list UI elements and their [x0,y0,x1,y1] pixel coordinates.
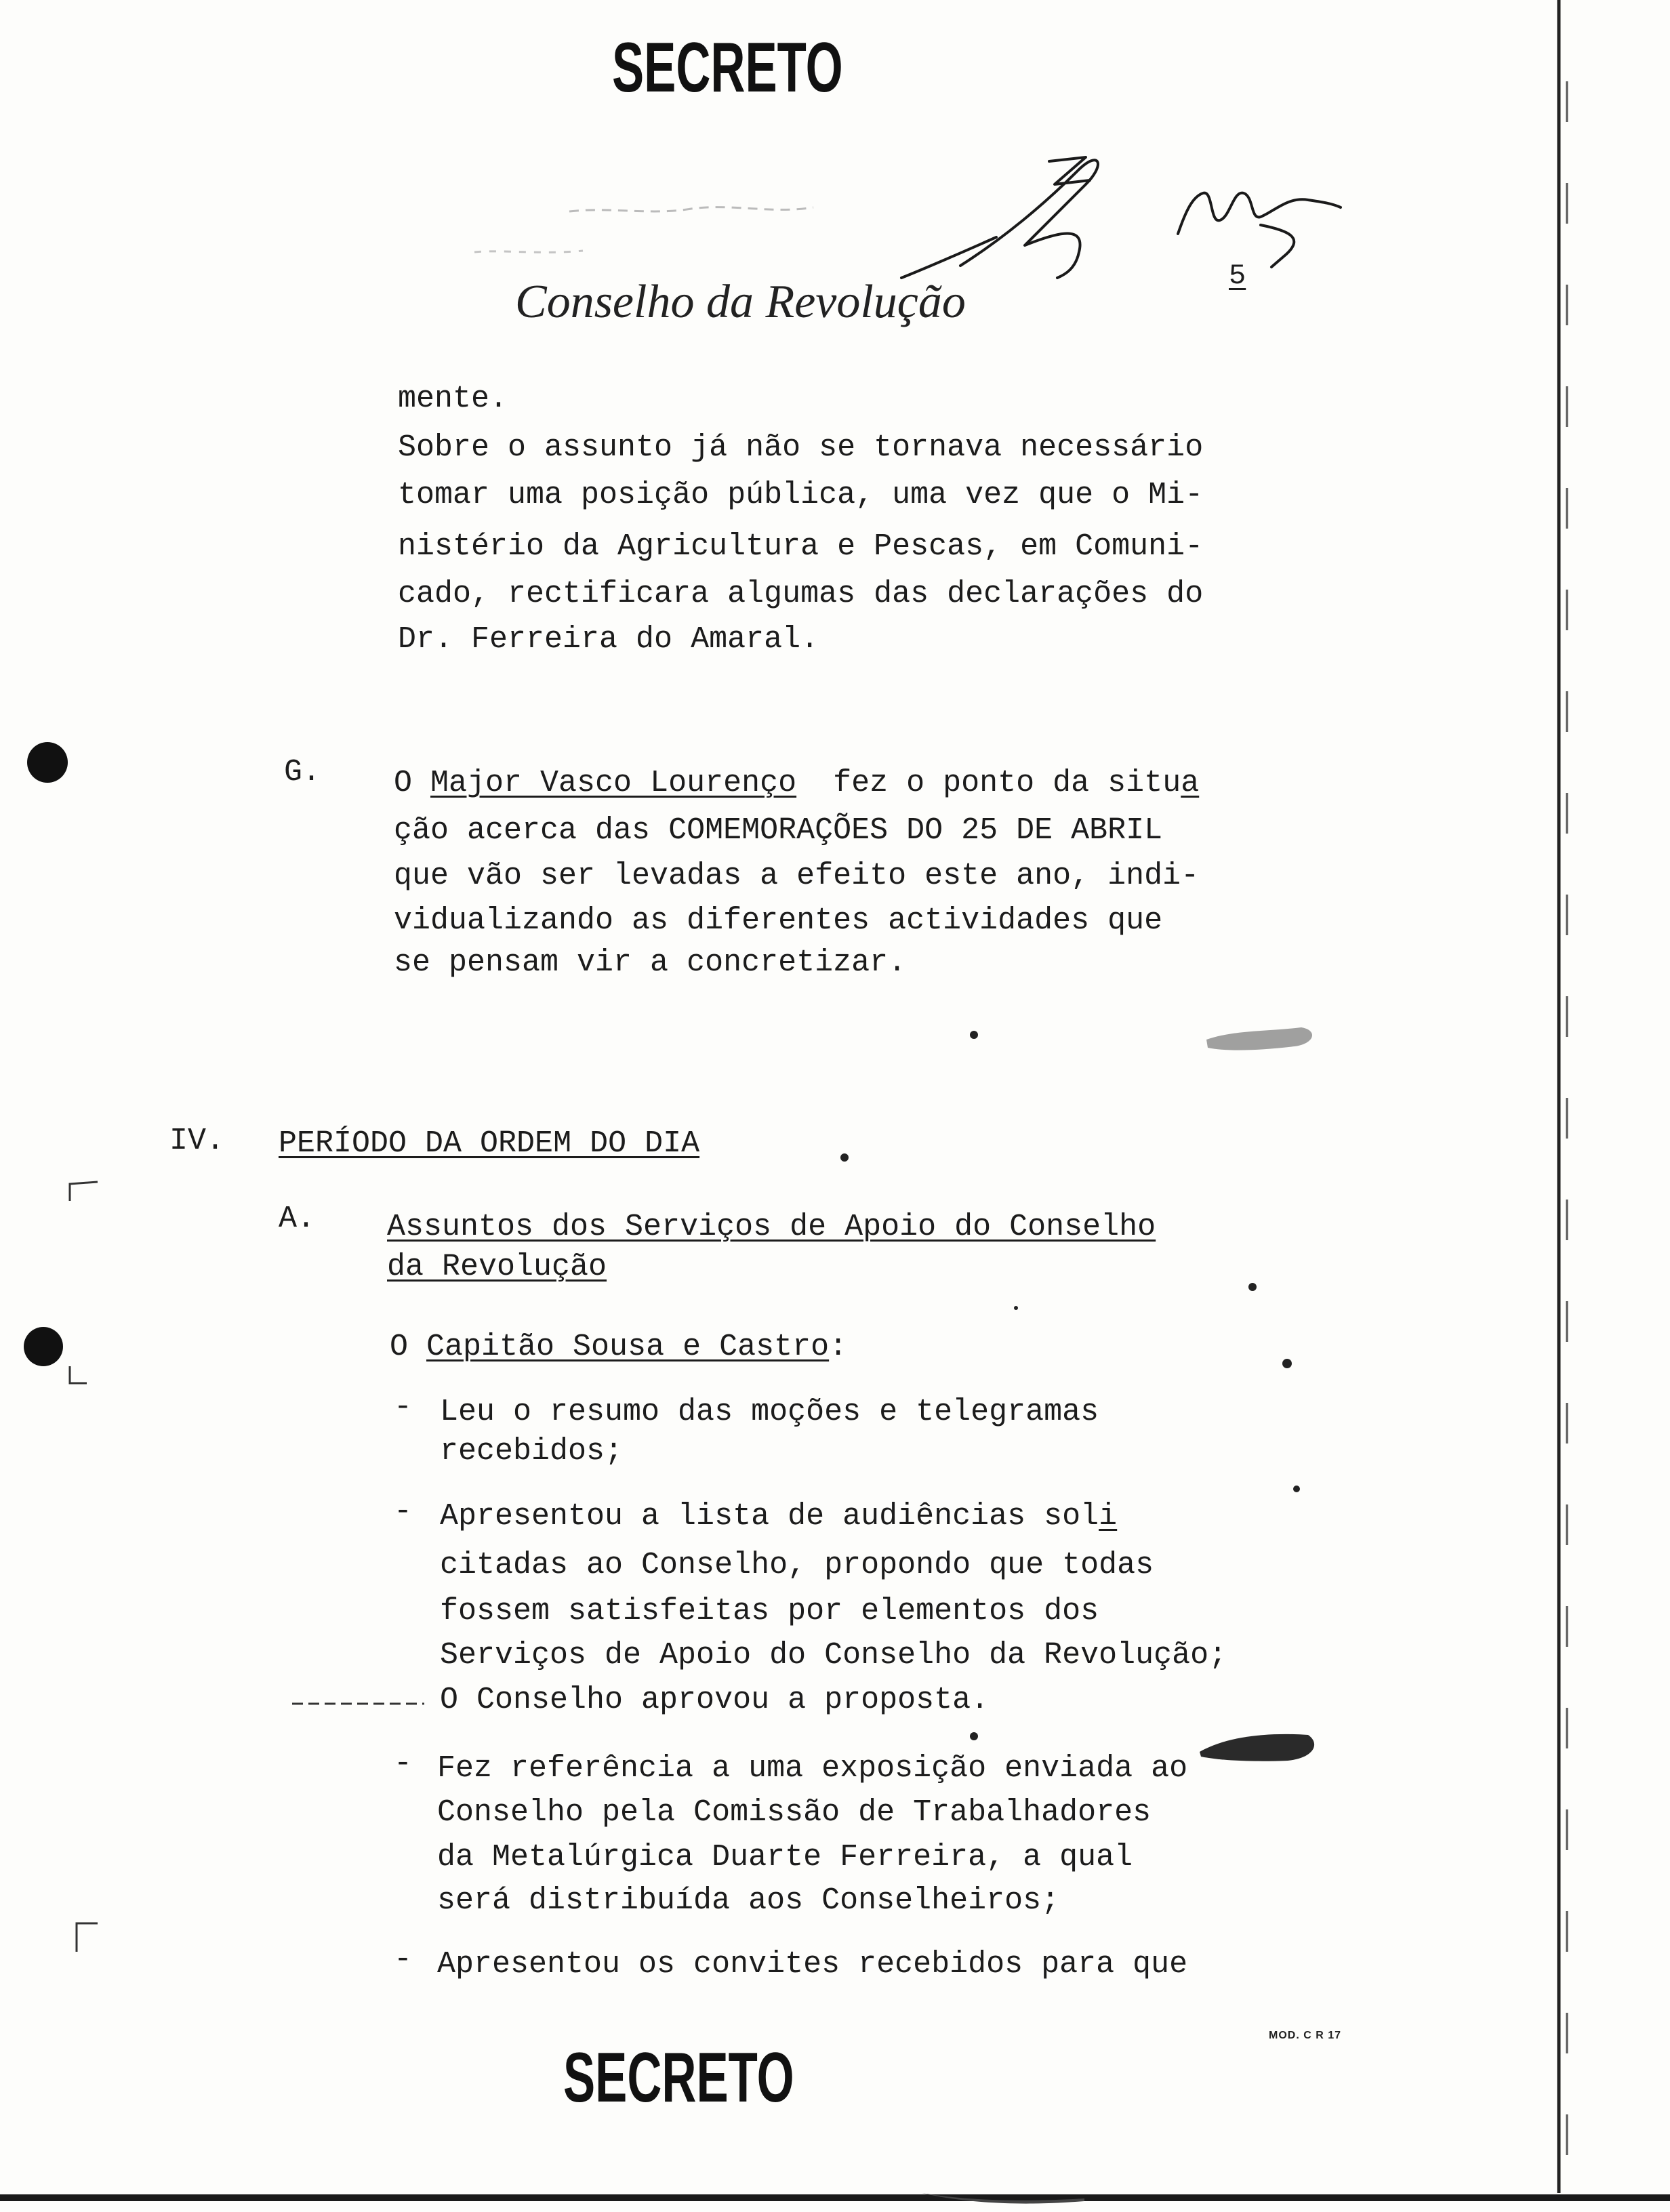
classification-bottom: SECRETO [563,2039,794,2117]
item-g-line-1-rest: fez o ponto da situ [815,766,1181,800]
item-4-line-1: Apresentou os convites recebidos para que [437,1947,1188,1982]
item-3-line-4: será distribuída aos Conselheiros; [437,1883,1060,1918]
continuation-line-1: mente. [398,382,508,416]
signature-2 [1178,193,1341,267]
continuation-line-4: nistério da Agricultura e Pescas, em Comuni- [398,529,1204,564]
continuation-line-3: tomar uma posição pública, uma vez que o Mi- [398,478,1204,512]
item-g-speaker: Major Vasco Lourenço [430,766,797,800]
form-code: MOD. C R 17 [1269,2030,1342,2041]
item-3-line-2: Conselho pela Comissão de Trabalhadores [437,1795,1152,1830]
item-2-line-3: fossem satisfeitas por elementos dos [440,1594,1099,1629]
item-g-line-5: se pensam vir a concretizar. [394,945,907,980]
crop-mark-3 [77,1923,98,1952]
item-2-line-1-main: Apresentou a lista de audiências sol [440,1499,1099,1534]
speaker-lead: O [390,1330,427,1364]
item-3-line-3: da Metalúrgica Duarte Ferreira, a qual [437,1840,1133,1875]
ink-smear-1 [1206,1027,1312,1050]
item-2-line-1 [440,1498,1117,1535]
subsection-speaker-line [390,1329,847,1366]
item-2-line-2: citadas ao Conselho, propondo que todas [440,1548,1154,1582]
section-title: PERÍODO DA ORDEM DO DIA [279,1126,700,1161]
ink-smear-2 [1200,1734,1314,1761]
letterhead-title: Conselho da Revolução [515,276,966,328]
speaker-tail: : [829,1330,848,1364]
item-3-line-1: Fez referência a uma exposição enviada ao [437,1751,1188,1786]
item-g-line-3: que vão ser levadas a efeito este ano, indi- [394,859,1200,893]
item-g-line-4: vidualizando as diferentes actividades que [394,903,1163,938]
subsection-title-line-1: Assuntos dos Serviços de Apoio do Conselho [387,1210,1156,1244]
continuation-line-5: cado, rectificara algumas das declarações do [398,577,1204,611]
crop-mark-1 [70,1182,98,1201]
crop-mark-2 [70,1366,87,1383]
item-g-line-1 [394,765,1199,802]
bullet-dash-2: - [394,1494,413,1529]
subsection-title-line-2: da Revolução [387,1250,607,1284]
punch-hole-bottom [24,1327,63,1366]
item-1-line-2: recebidos; [440,1434,624,1469]
item-g-line-2: ção acerca das COMEMORAÇÕES DO 25 DE ABRIL [394,813,1163,848]
faint-smudge-2 [474,251,583,252]
page-number: 5 [1229,260,1246,292]
item-2-line-4: Serviços de Apoio do Conselho da Revolução; [440,1638,1227,1673]
continuation-line-2: Sobre o assunto já não se tornava necessário [398,430,1204,465]
subsection-marker: A. [279,1202,316,1236]
bullet-dash-3: - [394,1746,413,1781]
signature-1 [901,157,1098,278]
bullet-dash-1: - [394,1390,413,1425]
bullet-dash-4: - [394,1942,413,1977]
item-g-line-1-tail: a [1181,766,1200,800]
punch-hole-top [27,742,68,783]
speaker-name: Capitão Sousa e Castro [426,1330,830,1364]
faint-smudge-1 [569,207,813,211]
bottom-edge-band [0,2194,1670,2201]
continuation-line-6: Dr. Ferreira do Amaral. [398,622,819,657]
item-2-line-1-tail: i [1099,1499,1118,1534]
item-g-marker: G. [284,755,321,790]
item-g-lead: O [394,766,431,800]
section-number: IV. [169,1124,225,1158]
ink-specks [840,1031,1300,1740]
item-1-line-1: Leu o resumo das moções e telegramas [440,1395,1099,1429]
classification-top: SECRETO [612,28,843,107]
item-2-line-5: O Conselho aprovou a proposta. [440,1683,990,1717]
